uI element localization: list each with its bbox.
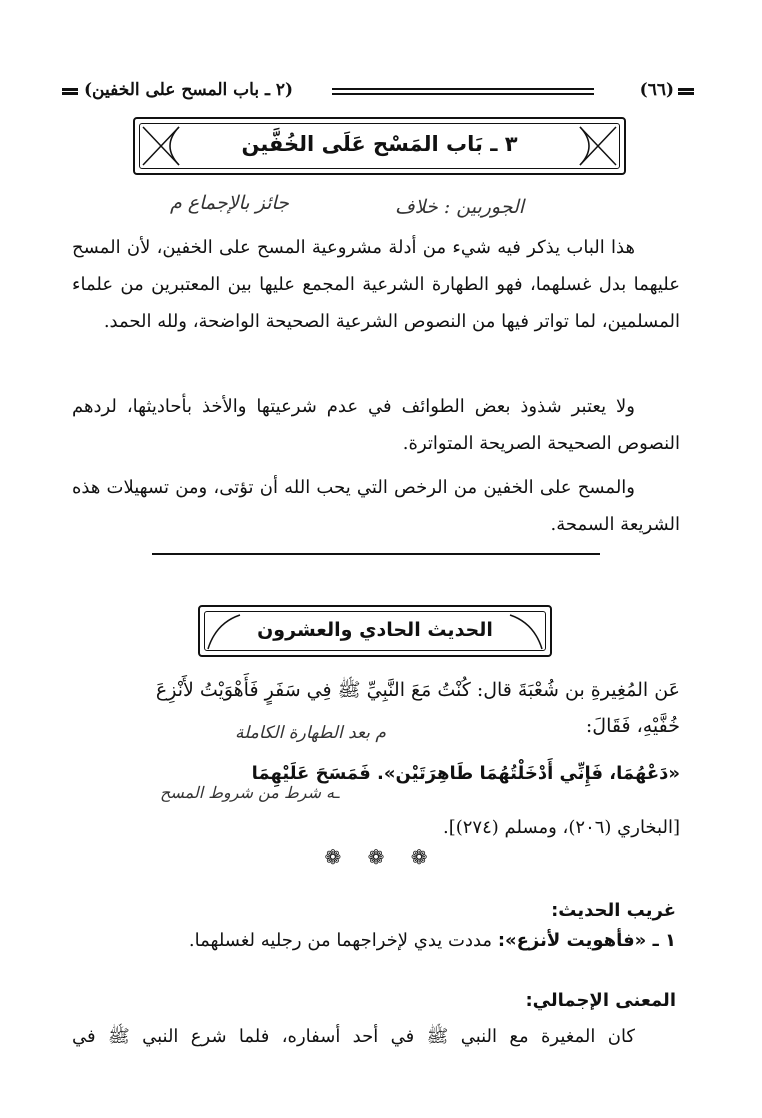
handwritten-note-socks: الجوربين : خلاف (395, 196, 525, 218)
section-divider (152, 553, 600, 555)
handwritten-note-consensus: جائز بالإجماع م (170, 192, 289, 214)
handwritten-note-condition: ـه شرط من شروط المسح (160, 783, 340, 802)
ijmali-text: كان المغيرة مع النبي ﷺ في أحد أسفاره، فلما شرع النبي ﷺ في (72, 1026, 635, 1047)
intro-paragraph-3: والمسح على الخفين من الرخص التي يحب الله أن تؤتى، ومن تسهيلات هذه الشريعة السمحة. (72, 477, 680, 535)
header-mark-left (62, 88, 78, 95)
intro-paragraph-1: هذا الباب يذكر فيه شيء من أدلة مشروعية المسح على الخفين، لأن المسح عليهما بدل غسلهما، فهو الطهارة الشرعية المجمع عليها بين المعتبرين من علماء المسلمين، لما تواتر فيها من النصوص الشرعية الصحيحة الواضحة، ولله الحمد. (72, 237, 680, 332)
hadith-quote: «دَعْهُمَا، فَإِنِّي أَدْخَلْتُهُمَا طَاهِرَتَيْن». فَمَسَحَ عَلَيْهِمَا (251, 763, 680, 784)
intro-paragraph-2: ولا يعتبر شذوذ بعض الطوائف في عدم شرعيتها والأخذ بأحاديثها، لردهم النصوص الصحيحة الصريحة المتواترة. (72, 396, 680, 454)
gharib-item-label: ١ ـ «فأهويت لأنزع»: (497, 930, 676, 951)
gharib-item (189, 930, 676, 951)
page-number: (٦٦) (639, 80, 674, 100)
hadith-line-1: عَن المُغِيرةِ بن شُعْبَةَ قال: كُنْتُ مَعَ النَّبِيِّ ﷺ فِي سَفَرٍ فَأَهْوَيْتُ لأَنْزِعَ (155, 679, 680, 701)
gharib-heading: غريب الحديث: (551, 900, 676, 921)
hadith-title-banner (198, 605, 552, 657)
chapter-title: ٣ ـ بَاب المَسْح عَلَى الخُفَّين (241, 132, 518, 156)
chapter-title-banner (133, 117, 626, 175)
hadith-title: الحديث الحادي والعشرون (257, 619, 493, 641)
header-rule (332, 88, 594, 95)
hadith-line-2: خُفَّيْهِ، فَقَالَ: (585, 715, 680, 737)
gharib-item-text: مددت يدي لإخراجهما من رجليه لغسلهما. (188, 930, 493, 951)
ijmali-heading: المعنى الإجمالي: (525, 990, 676, 1011)
handwritten-note-purity: م بعد الطهارة الكاملة (235, 723, 386, 743)
running-header-section: (٢ ـ باب المسح على الخفين) (84, 80, 294, 100)
separator-stars: ❁ ❁ ❁ (324, 845, 438, 869)
header-mark-right (678, 88, 694, 95)
hadith-source: [البخاري (٢٠٦)، ومسلم (٢٧٤)]. (442, 817, 680, 838)
